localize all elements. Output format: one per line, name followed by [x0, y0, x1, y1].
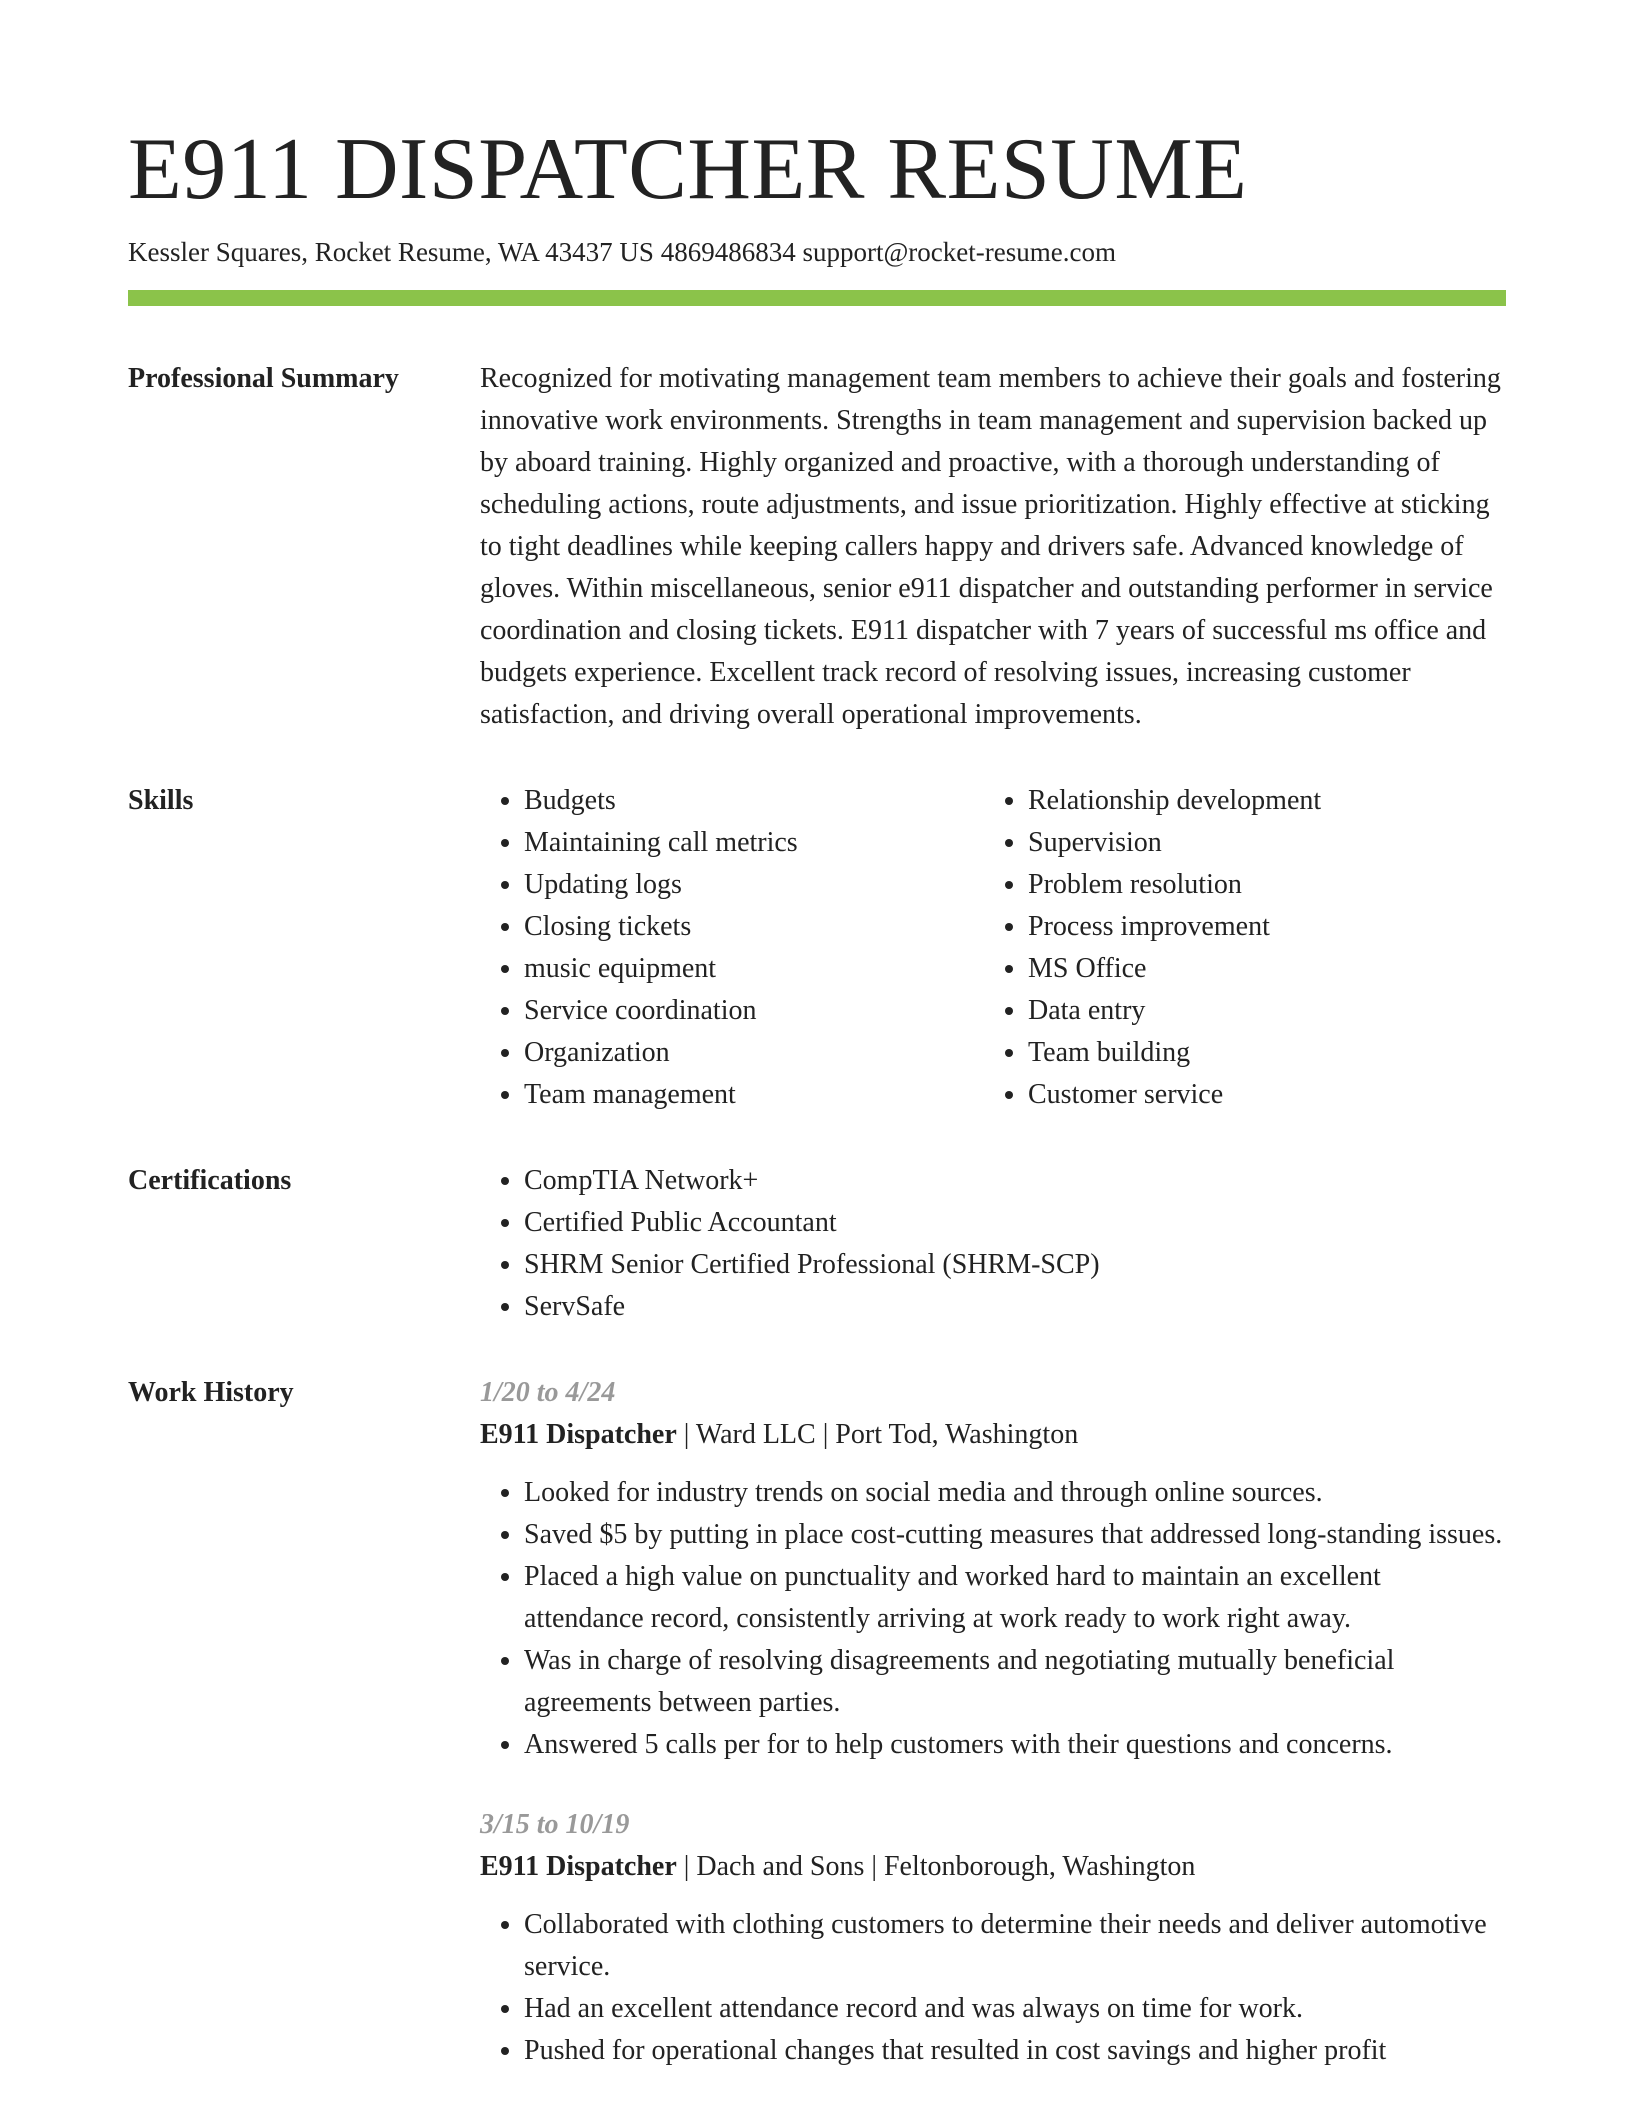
- skill-item: • Relationship development: [1028, 780, 1488, 822]
- skill-item: • Supervision: [1028, 822, 1488, 864]
- certification-item: • ServSafe: [524, 1286, 1506, 1328]
- skill-item: • Maintaining call metrics: [524, 822, 984, 864]
- job-bullets: [480, 1904, 1506, 2072]
- skills-body: [480, 780, 1506, 1116]
- job-bullet: • Saved $5 by putting in place cost-cutting measures that addressed long-standing issues.: [524, 1514, 1506, 1556]
- skill-item: • Team building: [1028, 1032, 1488, 1074]
- work-history-section: [128, 1372, 1506, 2110]
- job-dates: 1/20 to 4/24: [480, 1377, 616, 1408]
- contact-line: Kessler Squares, Rocket Resume, WA 43437 US 4869486834 support@rocket-resume.com: [128, 237, 1116, 267]
- skill-item: • Budgets: [524, 780, 984, 822]
- skill-item: • Organization: [524, 1032, 984, 1074]
- summary-section: [128, 358, 1506, 736]
- job-title: E911 Dispatcher: [480, 1851, 677, 1882]
- certification-item: • CompTIA Network+: [524, 1160, 1506, 1202]
- resume-title: E911 DISPATCHER RESUME: [128, 121, 1248, 218]
- job-entry: [480, 1372, 1506, 1766]
- section-label: Professional Summary: [128, 363, 399, 394]
- skill-item: • Problem resolution: [1028, 864, 1488, 906]
- certification-item: • Certified Public Accountant: [524, 1202, 1506, 1244]
- job-bullet: • Looked for industry trends on social media and through online sources.: [524, 1472, 1506, 1514]
- job-details: | Ward LLC | Port Tod, Washington: [676, 1419, 1079, 1450]
- certifications-section: [128, 1160, 1506, 1328]
- job-bullet: • Collaborated with clothing customers to determine their needs and deliver automotive service.: [524, 1904, 1506, 1988]
- skills-list-right: [984, 780, 1488, 1116]
- job-bullet: • Answered 5 calls per for to help customers with their questions and concerns.: [524, 1724, 1506, 1766]
- job-title: E911 Dispatcher: [480, 1419, 677, 1450]
- skill-item: • MS Office: [1028, 948, 1488, 990]
- section-label: Work History: [128, 1377, 294, 1408]
- work-history-body: [480, 1372, 1506, 2110]
- skill-item: • Updating logs: [524, 864, 984, 906]
- summary-body: [480, 358, 1506, 736]
- skill-item: • Process improvement: [1028, 906, 1488, 948]
- job-heading: [480, 1414, 1506, 1456]
- section-label: Certifications: [128, 1165, 292, 1196]
- skill-item: • Closing tickets: [524, 906, 984, 948]
- summary-text: Recognized for motivating management team members to achieve their goals and fostering innovative work environments. Strengths in team management and supervision backed up by aboard training. Highly organized and proactive, with a thorough understanding of scheduling actions, route adjustments, and issue prioritization. Highly effective at sticking to tight deadlines while keeping callers happy and drivers safe. Advanced knowledge of gloves. Within miscellaneous, senior e911 dispatcher and outstanding performer in service coordination and closing tickets. E911 dispatcher with 7 years of successful ms office and budgets experience. Excellent track record of resolving issues, increasing customer satisfaction, and driving overall operational improvements.: [480, 363, 1501, 730]
- section-label: Skills: [128, 785, 194, 816]
- job-bullet: • Was in charge of resolving disagreements and negotiating mutually beneficial agreements between parties.: [524, 1640, 1506, 1724]
- certification-item: • SHRM Senior Certified Professional (SHRM-SCP): [524, 1244, 1506, 1286]
- skill-item: • Service coordination: [524, 990, 984, 1032]
- job-details: | Dach and Sons | Feltonborough, Washington: [676, 1851, 1196, 1882]
- skill-item: • Data entry: [1028, 990, 1488, 1032]
- job-bullet: • Had an excellent attendance record and was always on time for work.: [524, 1988, 1506, 2030]
- job-bullet: • Pushed for operational changes that resulted in cost savings and higher profit: [524, 2030, 1506, 2072]
- job-heading: [480, 1846, 1506, 1888]
- job-bullets: [480, 1472, 1506, 1766]
- certifications-body: [480, 1160, 1506, 1328]
- certifications-list: [480, 1160, 1506, 1328]
- skill-item: • Customer service: [1028, 1074, 1488, 1116]
- accent-divider: [128, 290, 1506, 306]
- job-bullet: • Placed a high value on punctuality and worked hard to maintain an excellent attendance record, consistently arriving at work ready to work right away.: [524, 1556, 1506, 1640]
- skills-list-left: [480, 780, 984, 1116]
- job-dates: 3/15 to 10/19: [480, 1809, 630, 1840]
- skill-item: • Team management: [524, 1074, 984, 1116]
- job-entry: [480, 1804, 1506, 2072]
- skill-item: • music equipment: [524, 948, 984, 990]
- resume-page: [128, 0, 1506, 2110]
- skills-section: [128, 780, 1506, 1116]
